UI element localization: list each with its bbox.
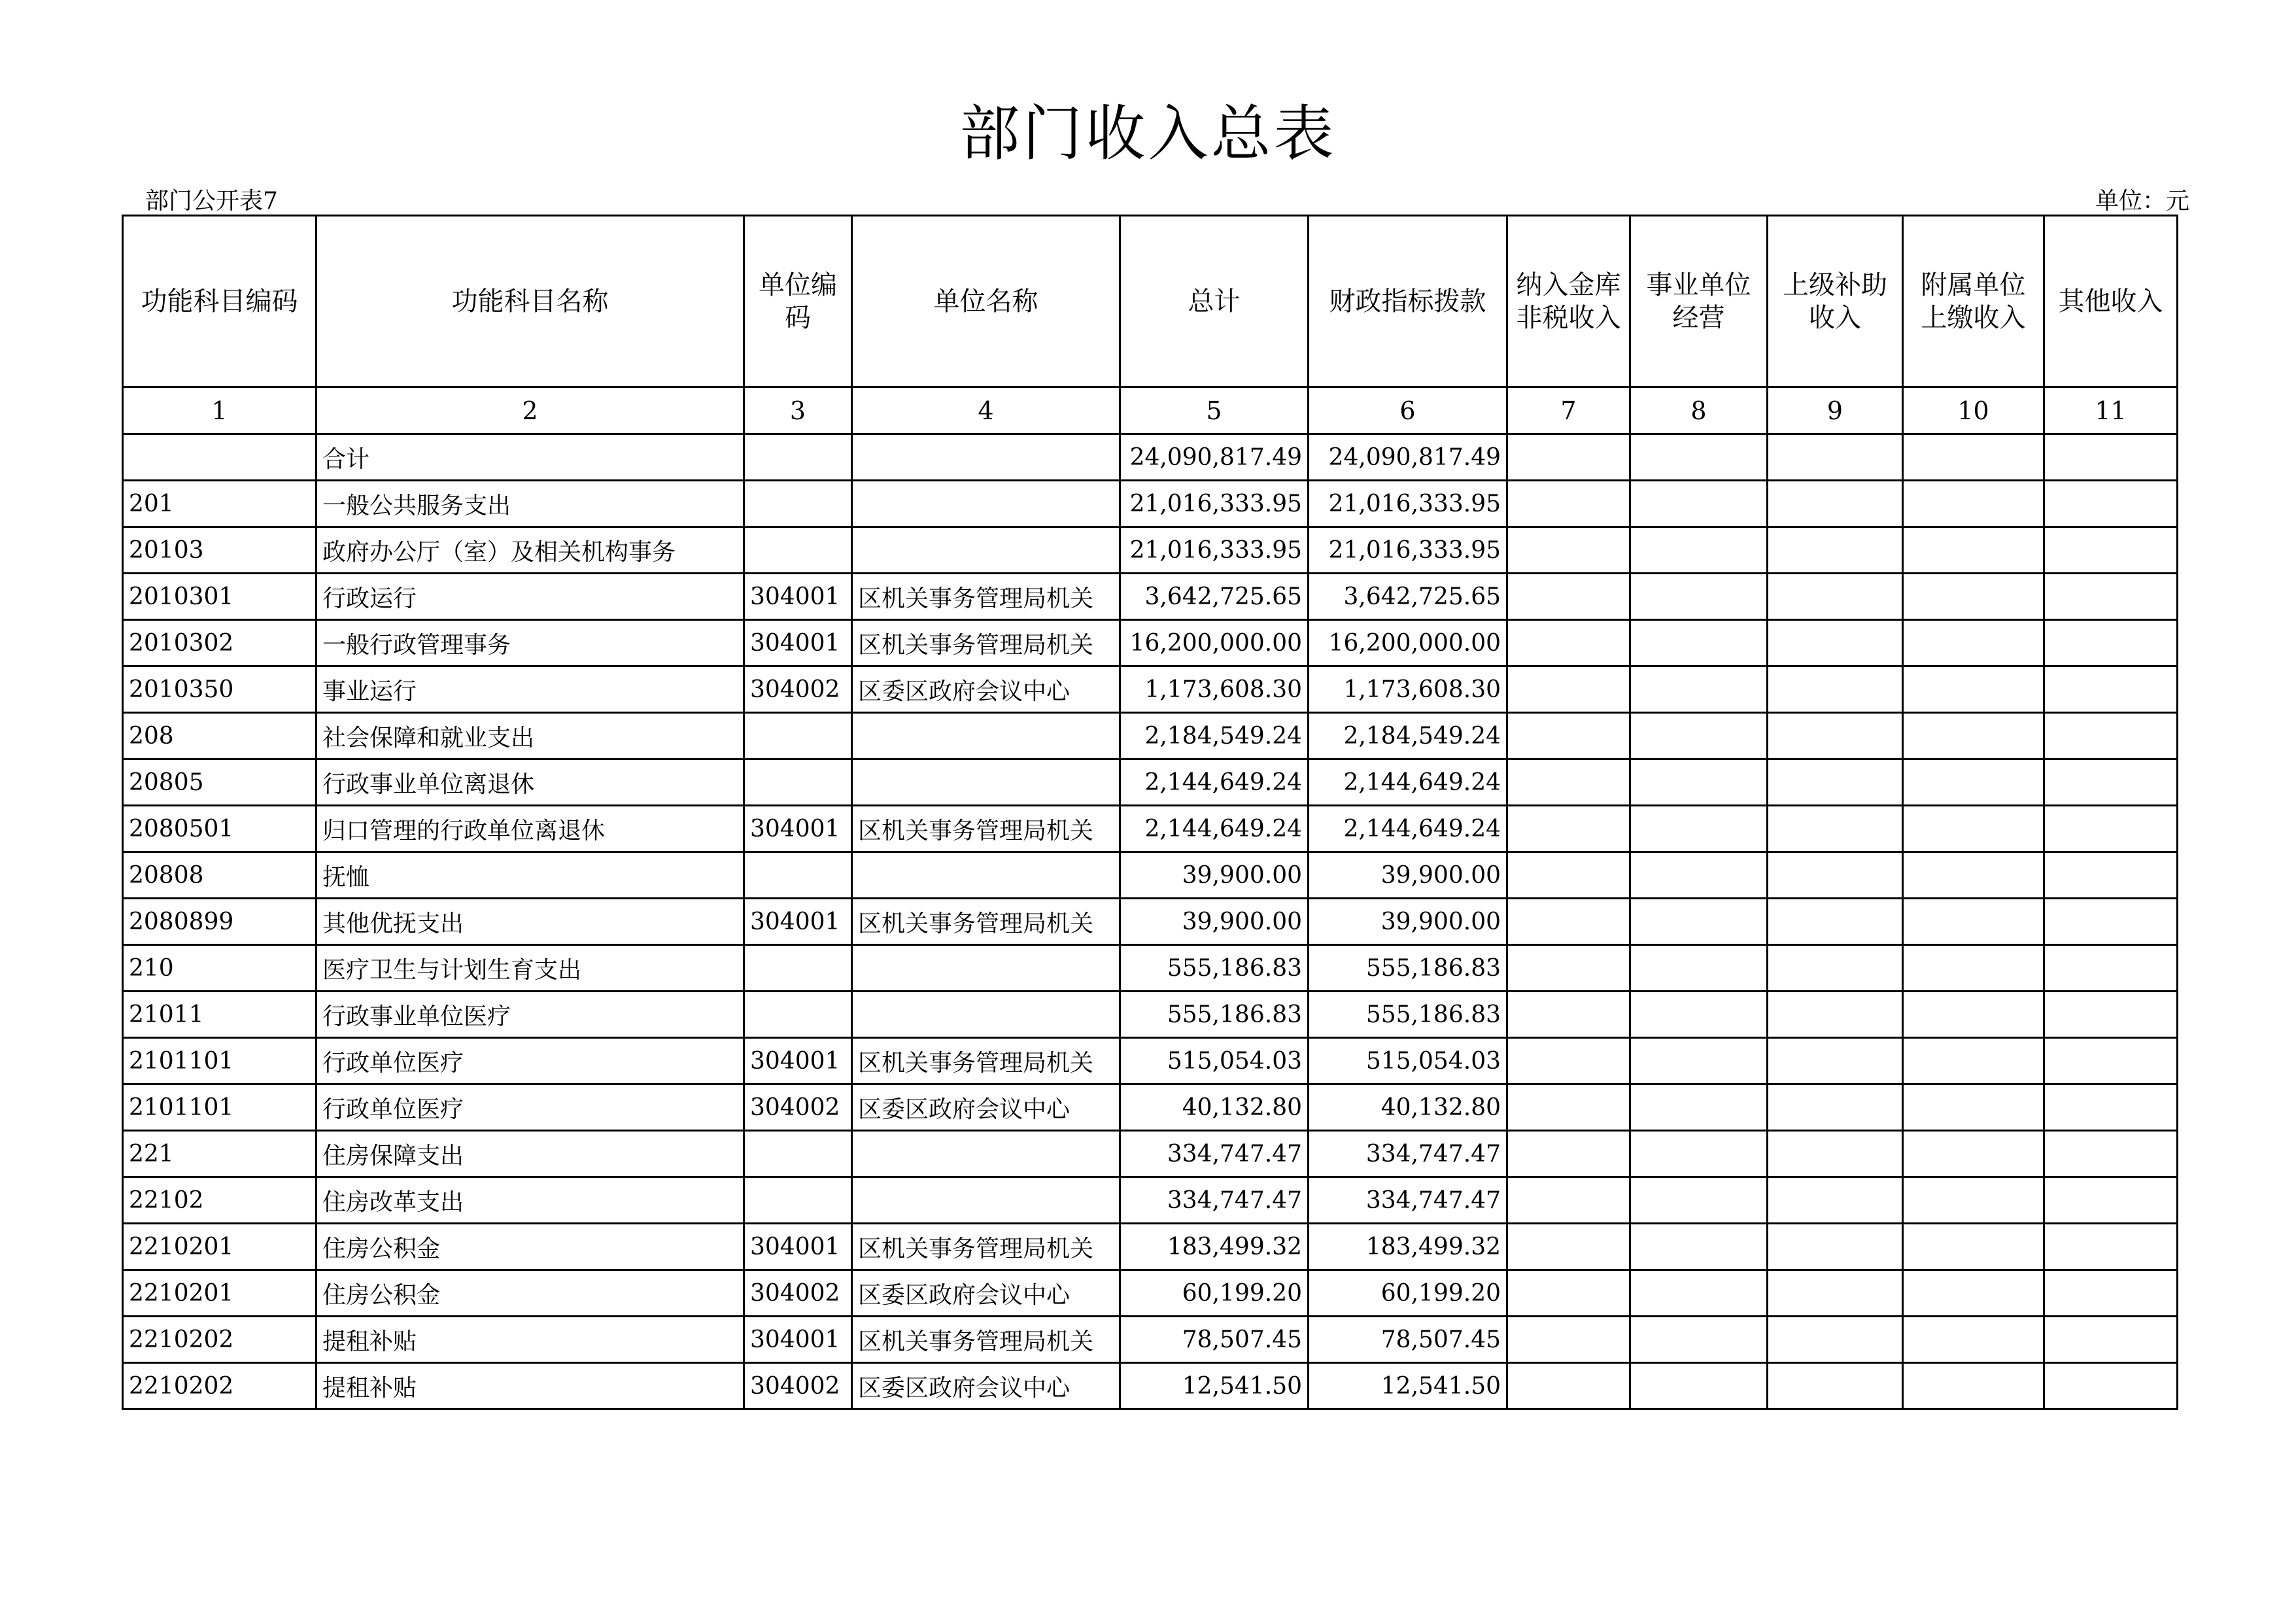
unit-code-cell: 304001 [744, 574, 852, 620]
total-cell: 16,200,000.00 [1120, 620, 1309, 666]
table-row [123, 1224, 2178, 1270]
affiliated-unit-income-cell [1903, 992, 2044, 1038]
function-code-cell: 2101101 [123, 1084, 317, 1131]
non-tax-revenue-cell [1507, 992, 1630, 1038]
non-tax-revenue-cell [1507, 574, 1630, 620]
affiliated-unit-income-cell [1903, 759, 2044, 806]
non-tax-revenue-cell [1507, 527, 1630, 574]
unit-name-cell: 区委区政府会议中心 [852, 1084, 1120, 1131]
unit-code-cell [744, 992, 852, 1038]
superior-subsidy-cell [1768, 1131, 1903, 1177]
business-operation-cell [1630, 1131, 1768, 1177]
unit-name-cell: 区机关事务管理局机关 [852, 620, 1120, 666]
header-cell-total: 总计 [1120, 216, 1309, 387]
header-cell-non-tax-revenue: 纳入金库非税收入 [1507, 216, 1630, 387]
non-tax-revenue-cell [1507, 481, 1630, 527]
other-income-cell [2044, 806, 2178, 852]
other-income-cell [2044, 852, 2178, 899]
other-income-cell [2044, 481, 2178, 527]
column-number: 8 [1630, 387, 1768, 434]
affiliated-unit-income-cell [1903, 666, 2044, 713]
business-operation-cell [1630, 1317, 1768, 1363]
unit-name-cell [852, 852, 1120, 899]
other-income-cell [2044, 1224, 2178, 1270]
function-name-cell: 一般行政管理事务 [317, 620, 744, 666]
business-operation-cell [1630, 1270, 1768, 1317]
affiliated-unit-income-cell [1903, 434, 2044, 481]
other-income-cell [2044, 1363, 2178, 1409]
other-income-cell [2044, 1177, 2178, 1224]
table-row [123, 1317, 2178, 1363]
fiscal-appropriation-cell: 24,090,817.49 [1309, 434, 1507, 481]
column-number: 7 [1507, 387, 1630, 434]
fiscal-appropriation-cell: 39,900.00 [1309, 852, 1507, 899]
total-cell: 334,747.47 [1120, 1177, 1309, 1224]
superior-subsidy-cell [1768, 1084, 1903, 1131]
total-cell: 183,499.32 [1120, 1224, 1309, 1270]
column-number: 5 [1120, 387, 1309, 434]
other-income-cell [2044, 1084, 2178, 1131]
unit-name-cell [852, 527, 1120, 574]
non-tax-revenue-cell [1507, 852, 1630, 899]
total-cell: 24,090,817.49 [1120, 434, 1309, 481]
unit-code-cell: 304001 [744, 1317, 852, 1363]
fiscal-appropriation-cell: 60,199.20 [1309, 1270, 1507, 1317]
total-cell: 555,186.83 [1120, 945, 1309, 992]
income-summary-table [122, 215, 2178, 1410]
other-income-cell [2044, 666, 2178, 713]
unit-code-cell: 304002 [744, 1270, 852, 1317]
table-row [123, 852, 2178, 899]
superior-subsidy-cell [1768, 992, 1903, 1038]
total-cell: 21,016,333.95 [1120, 481, 1309, 527]
total-cell: 60,199.20 [1120, 1270, 1309, 1317]
function-name-cell: 行政单位医疗 [317, 1038, 744, 1084]
unit-code-cell [744, 527, 852, 574]
table-row [123, 527, 2178, 574]
other-income-cell [2044, 574, 2178, 620]
other-income-cell [2044, 620, 2178, 666]
header-cell-unit-name: 单位名称 [852, 216, 1120, 387]
table-row [123, 806, 2178, 852]
unit-name-cell [852, 945, 1120, 992]
superior-subsidy-cell [1768, 1224, 1903, 1270]
unit-code-cell [744, 852, 852, 899]
superior-subsidy-cell [1768, 527, 1903, 574]
superior-subsidy-cell [1768, 806, 1903, 852]
fiscal-appropriation-cell: 21,016,333.95 [1309, 527, 1507, 574]
unit-name-cell [852, 992, 1120, 1038]
fiscal-appropriation-cell: 78,507.45 [1309, 1317, 1507, 1363]
header-cell-superior-subsidy: 上级补助收入 [1768, 216, 1903, 387]
other-income-cell [2044, 713, 2178, 759]
table-row [123, 713, 2178, 759]
affiliated-unit-income-cell [1903, 1084, 2044, 1131]
function-name-cell: 医疗卫生与计划生育支出 [317, 945, 744, 992]
unit-code-cell: 304001 [744, 1038, 852, 1084]
other-income-cell [2044, 899, 2178, 945]
unit-code-cell: 304001 [744, 899, 852, 945]
column-number: 10 [1903, 387, 2044, 434]
business-operation-cell [1630, 1177, 1768, 1224]
affiliated-unit-income-cell [1903, 574, 2044, 620]
function-code-cell [123, 434, 317, 481]
table-row [123, 1270, 2178, 1317]
function-name-cell: 提租补贴 [317, 1317, 744, 1363]
column-number: 2 [317, 387, 744, 434]
unit-name-cell [852, 481, 1120, 527]
function-name-cell: 住房改革支出 [317, 1177, 744, 1224]
affiliated-unit-income-cell [1903, 806, 2044, 852]
other-income-cell [2044, 759, 2178, 806]
function-code-cell: 2010350 [123, 666, 317, 713]
fiscal-appropriation-cell: 334,747.47 [1309, 1131, 1507, 1177]
total-cell: 2,144,649.24 [1120, 759, 1309, 806]
function-code-cell: 210 [123, 945, 317, 992]
total-cell: 39,900.00 [1120, 852, 1309, 899]
non-tax-revenue-cell [1507, 945, 1630, 992]
fiscal-appropriation-cell: 2,144,649.24 [1309, 806, 1507, 852]
business-operation-cell [1630, 806, 1768, 852]
superior-subsidy-cell [1768, 434, 1903, 481]
superior-subsidy-cell [1768, 481, 1903, 527]
column-number: 9 [1768, 387, 1903, 434]
business-operation-cell [1630, 666, 1768, 713]
business-operation-cell [1630, 1038, 1768, 1084]
unit-name-cell: 区机关事务管理局机关 [852, 1224, 1120, 1270]
unit-name-cell: 区机关事务管理局机关 [852, 1038, 1120, 1084]
function-code-cell: 20808 [123, 852, 317, 899]
unit-code-cell [744, 434, 852, 481]
function-code-cell: 2010301 [123, 574, 317, 620]
unit-name-cell [852, 1177, 1120, 1224]
function-name-cell: 政府办公厅（室）及相关机构事务 [317, 527, 744, 574]
function-code-cell: 20103 [123, 527, 317, 574]
total-cell: 40,132.80 [1120, 1084, 1309, 1131]
unit-code-cell [744, 945, 852, 992]
affiliated-unit-income-cell [1903, 945, 2044, 992]
table-row [123, 574, 2178, 620]
non-tax-revenue-cell [1507, 620, 1630, 666]
unit-label: 单位：元 [2095, 188, 2189, 215]
business-operation-cell [1630, 852, 1768, 899]
non-tax-revenue-cell [1507, 434, 1630, 481]
unit-code-cell: 304002 [744, 1363, 852, 1409]
non-tax-revenue-cell [1507, 1131, 1630, 1177]
function-code-cell: 201 [123, 481, 317, 527]
function-name-cell: 提租补贴 [317, 1363, 744, 1409]
business-operation-cell [1630, 1363, 1768, 1409]
function-name-cell: 住房保障支出 [317, 1131, 744, 1177]
business-operation-cell [1630, 481, 1768, 527]
other-income-cell [2044, 1317, 2178, 1363]
fiscal-appropriation-cell: 555,186.83 [1309, 992, 1507, 1038]
table-row [123, 1038, 2178, 1084]
total-cell: 3,642,725.65 [1120, 574, 1309, 620]
function-name-cell: 事业运行 [317, 666, 744, 713]
other-income-cell [2044, 945, 2178, 992]
non-tax-revenue-cell [1507, 1363, 1630, 1409]
header-cell-fiscal-appropriation: 财政指标拨款 [1309, 216, 1507, 387]
column-number: 6 [1309, 387, 1507, 434]
header-cell-other-income: 其他收入 [2044, 216, 2178, 387]
function-name-cell: 行政事业单位医疗 [317, 992, 744, 1038]
other-income-cell [2044, 527, 2178, 574]
table-row [123, 481, 2178, 527]
function-name-cell: 其他优抚支出 [317, 899, 744, 945]
function-code-cell: 2080899 [123, 899, 317, 945]
fiscal-appropriation-cell: 40,132.80 [1309, 1084, 1507, 1131]
total-cell: 515,054.03 [1120, 1038, 1309, 1084]
unit-name-cell [852, 434, 1120, 481]
total-cell: 12,541.50 [1120, 1363, 1309, 1409]
fiscal-appropriation-cell: 3,642,725.65 [1309, 574, 1507, 620]
unit-code-cell: 304001 [744, 806, 852, 852]
function-code-cell: 2080501 [123, 806, 317, 852]
fiscal-appropriation-cell: 2,144,649.24 [1309, 759, 1507, 806]
function-name-cell: 住房公积金 [317, 1270, 744, 1317]
other-income-cell [2044, 992, 2178, 1038]
business-operation-cell [1630, 574, 1768, 620]
total-cell: 334,747.47 [1120, 1131, 1309, 1177]
superior-subsidy-cell [1768, 852, 1903, 899]
business-operation-cell [1630, 1224, 1768, 1270]
unit-name-cell: 区机关事务管理局机关 [852, 806, 1120, 852]
business-operation-cell [1630, 713, 1768, 759]
column-number: 11 [2044, 387, 2178, 434]
superior-subsidy-cell [1768, 759, 1903, 806]
superior-subsidy-cell [1768, 945, 1903, 992]
function-name-cell: 社会保障和就业支出 [317, 713, 744, 759]
affiliated-unit-income-cell [1903, 1131, 2044, 1177]
table-row [123, 759, 2178, 806]
business-operation-cell [1630, 1084, 1768, 1131]
fiscal-appropriation-cell: 2,184,549.24 [1309, 713, 1507, 759]
affiliated-unit-income-cell [1903, 852, 2044, 899]
unit-name-cell [852, 713, 1120, 759]
header-cell-function-code: 功能科目编码 [123, 216, 317, 387]
non-tax-revenue-cell [1507, 899, 1630, 945]
header-cell-function-name: 功能科目名称 [317, 216, 744, 387]
unit-name-cell: 区委区政府会议中心 [852, 666, 1120, 713]
fiscal-appropriation-cell: 555,186.83 [1309, 945, 1507, 992]
total-cell: 2,184,549.24 [1120, 713, 1309, 759]
superior-subsidy-cell [1768, 620, 1903, 666]
unit-name-cell [852, 759, 1120, 806]
unit-name-cell: 区委区政府会议中心 [852, 1270, 1120, 1317]
total-cell: 1,173,608.30 [1120, 666, 1309, 713]
superior-subsidy-cell [1768, 1317, 1903, 1363]
total-cell: 39,900.00 [1120, 899, 1309, 945]
unit-code-cell [744, 713, 852, 759]
function-name-cell: 住房公积金 [317, 1224, 744, 1270]
table-row [123, 1363, 2178, 1409]
fiscal-appropriation-cell: 16,200,000.00 [1309, 620, 1507, 666]
non-tax-revenue-cell [1507, 759, 1630, 806]
column-number-row [123, 387, 2178, 434]
function-code-cell: 22102 [123, 1177, 317, 1224]
function-name-cell: 行政单位医疗 [317, 1084, 744, 1131]
unit-code-cell [744, 1177, 852, 1224]
function-name-cell: 行政运行 [317, 574, 744, 620]
non-tax-revenue-cell [1507, 713, 1630, 759]
superior-subsidy-cell [1768, 574, 1903, 620]
fiscal-appropriation-cell: 183,499.32 [1309, 1224, 1507, 1270]
table-row [123, 620, 2178, 666]
affiliated-unit-income-cell [1903, 481, 2044, 527]
superior-subsidy-cell [1768, 666, 1903, 713]
superior-subsidy-cell [1768, 1363, 1903, 1409]
page-title: 部门收入总表 [959, 99, 1337, 169]
affiliated-unit-income-cell [1903, 620, 2044, 666]
fiscal-appropriation-cell: 1,173,608.30 [1309, 666, 1507, 713]
non-tax-revenue-cell [1507, 1224, 1630, 1270]
function-name-cell: 抚恤 [317, 852, 744, 899]
unit-code-cell: 304001 [744, 620, 852, 666]
unit-name-cell [852, 1131, 1120, 1177]
unit-code-cell: 304001 [744, 1224, 852, 1270]
affiliated-unit-income-cell [1903, 899, 2044, 945]
function-name-cell: 一般公共服务支出 [317, 481, 744, 527]
non-tax-revenue-cell [1507, 1084, 1630, 1131]
unit-name-cell: 区机关事务管理局机关 [852, 899, 1120, 945]
function-code-cell: 2010302 [123, 620, 317, 666]
header-cell-affiliated-unit-income: 附属单位上缴收入 [1903, 216, 2044, 387]
header-cell-business-operation: 事业单位经营 [1630, 216, 1768, 387]
table-body [123, 216, 2178, 1409]
affiliated-unit-income-cell [1903, 1038, 2044, 1084]
total-cell: 555,186.83 [1120, 992, 1309, 1038]
non-tax-revenue-cell [1507, 1270, 1630, 1317]
non-tax-revenue-cell [1507, 1038, 1630, 1084]
non-tax-revenue-cell [1507, 806, 1630, 852]
unit-code-cell [744, 481, 852, 527]
table-row [123, 1177, 2178, 1224]
other-income-cell [2044, 1038, 2178, 1084]
column-number: 1 [123, 387, 317, 434]
table-row [123, 992, 2178, 1038]
function-code-cell: 221 [123, 1131, 317, 1177]
function-code-cell: 2210201 [123, 1270, 317, 1317]
table-row [123, 899, 2178, 945]
superior-subsidy-cell [1768, 713, 1903, 759]
function-code-cell: 2101101 [123, 1038, 317, 1084]
affiliated-unit-income-cell [1903, 713, 2044, 759]
total-cell: 21,016,333.95 [1120, 527, 1309, 574]
business-operation-cell [1630, 527, 1768, 574]
column-number: 4 [852, 387, 1120, 434]
table-row [123, 1084, 2178, 1131]
other-income-cell [2044, 1131, 2178, 1177]
document-number: 部门公开表7 [145, 188, 278, 215]
business-operation-cell [1630, 992, 1768, 1038]
header-row [123, 216, 2178, 387]
unit-name-cell: 区机关事务管理局机关 [852, 574, 1120, 620]
affiliated-unit-income-cell [1903, 1270, 2044, 1317]
unit-name-cell: 区机关事务管理局机关 [852, 1317, 1120, 1363]
unit-code-cell: 304002 [744, 666, 852, 713]
other-income-cell [2044, 434, 2178, 481]
table-row [123, 945, 2178, 992]
affiliated-unit-income-cell [1903, 1224, 2044, 1270]
affiliated-unit-income-cell [1903, 527, 2044, 574]
function-code-cell: 208 [123, 713, 317, 759]
affiliated-unit-income-cell [1903, 1177, 2044, 1224]
affiliated-unit-income-cell [1903, 1317, 2044, 1363]
table-row [123, 666, 2178, 713]
function-code-cell: 21011 [123, 992, 317, 1038]
fiscal-appropriation-cell: 12,541.50 [1309, 1363, 1507, 1409]
function-name-cell: 合计 [317, 434, 744, 481]
fiscal-appropriation-cell: 39,900.00 [1309, 899, 1507, 945]
fiscal-appropriation-cell: 515,054.03 [1309, 1038, 1507, 1084]
function-code-cell: 20805 [123, 759, 317, 806]
table-row [123, 1131, 2178, 1177]
fiscal-appropriation-cell: 334,747.47 [1309, 1177, 1507, 1224]
table-row [123, 434, 2178, 481]
superior-subsidy-cell [1768, 1270, 1903, 1317]
superior-subsidy-cell [1768, 899, 1903, 945]
business-operation-cell [1630, 945, 1768, 992]
unit-code-cell [744, 759, 852, 806]
total-cell: 78,507.45 [1120, 1317, 1309, 1363]
affiliated-unit-income-cell [1903, 1363, 2044, 1409]
function-code-cell: 2210202 [123, 1363, 317, 1409]
unit-name-cell: 区委区政府会议中心 [852, 1363, 1120, 1409]
superior-subsidy-cell [1768, 1177, 1903, 1224]
business-operation-cell [1630, 620, 1768, 666]
non-tax-revenue-cell [1507, 666, 1630, 713]
non-tax-revenue-cell [1507, 1317, 1630, 1363]
function-name-cell: 归口管理的行政单位离退休 [317, 806, 744, 852]
unit-code-cell: 304002 [744, 1084, 852, 1131]
column-number: 3 [744, 387, 852, 434]
header-cell-unit-code: 单位编码 [744, 216, 852, 387]
unit-code-cell [744, 1131, 852, 1177]
business-operation-cell [1630, 899, 1768, 945]
function-code-cell: 2210202 [123, 1317, 317, 1363]
function-code-cell: 2210201 [123, 1224, 317, 1270]
function-name-cell: 行政事业单位离退休 [317, 759, 744, 806]
superior-subsidy-cell [1768, 1038, 1903, 1084]
business-operation-cell [1630, 434, 1768, 481]
total-cell: 2,144,649.24 [1120, 806, 1309, 852]
fiscal-appropriation-cell: 21,016,333.95 [1309, 481, 1507, 527]
other-income-cell [2044, 1270, 2178, 1317]
non-tax-revenue-cell [1507, 1177, 1630, 1224]
business-operation-cell [1630, 759, 1768, 806]
